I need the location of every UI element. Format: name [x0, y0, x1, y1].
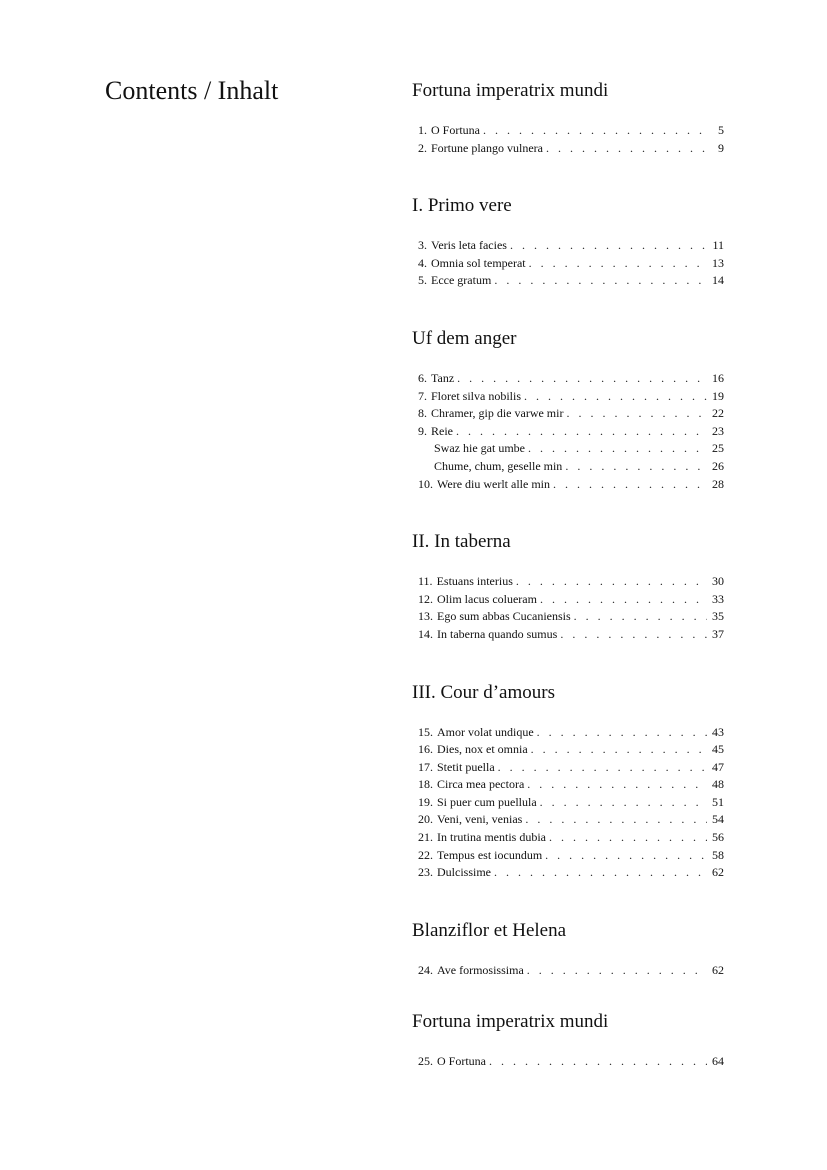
- entry-page-number: 14: [712, 273, 724, 288]
- dot-leader: [527, 962, 707, 980]
- toc-entry[interactable]: [418, 829, 724, 847]
- entry-page-number: 19: [712, 388, 724, 403]
- dot-leader: [527, 776, 707, 794]
- entry-title: Were diu werlt alle min: [437, 476, 550, 491]
- entry-number: 25.: [418, 1054, 433, 1069]
- entry-page-number: 35: [712, 609, 724, 624]
- entry-page-number: 26: [712, 458, 724, 473]
- toc-section: [412, 326, 727, 493]
- dot-leader: [546, 140, 707, 158]
- toc-entry[interactable]: [418, 140, 724, 158]
- toc-section: [412, 1009, 727, 1071]
- entry-title: Floret silva nobilis: [431, 388, 521, 403]
- entry-page-number: 33: [712, 591, 724, 606]
- entry-title: Chramer, gip die varwe mir: [431, 406, 564, 421]
- entry-number: 21.: [418, 830, 433, 845]
- entry-page-number: 28: [712, 476, 724, 491]
- dot-leader: [457, 370, 707, 388]
- toc-entry[interactable]: [418, 573, 724, 591]
- entry-title: Ecce gratum: [431, 273, 492, 288]
- entry-title: Veris leta facies: [431, 238, 507, 253]
- entry-number: 1.: [418, 123, 427, 137]
- entry-number: 6.: [418, 370, 427, 385]
- dot-leader: [528, 440, 707, 458]
- entry-list: [418, 1053, 724, 1071]
- entry-title: O Fortuna: [431, 123, 480, 137]
- toc-entry[interactable]: [418, 272, 724, 290]
- dot-leader: [510, 237, 707, 255]
- section-title: Blanziflor et Helena: [412, 919, 567, 941]
- entry-title: In taberna quando sumus: [437, 626, 558, 641]
- dot-leader: [516, 573, 707, 591]
- toc-entry[interactable]: [418, 741, 724, 759]
- entry-title: Tanz: [431, 370, 455, 385]
- section-title: I. Primo vere: [412, 195, 512, 217]
- dot-leader: [494, 864, 707, 882]
- entry-list: [418, 122, 724, 157]
- table-of-contents: [412, 78, 727, 1071]
- page-title: Contents / Inhalt: [105, 76, 279, 105]
- entry-page-number: 56: [712, 830, 724, 845]
- toc-entry[interactable]: [418, 847, 724, 865]
- entry-page-number: 45: [712, 742, 724, 757]
- entry-page-number: 37: [712, 626, 724, 641]
- entry-page-number: 47: [712, 759, 724, 774]
- entry-number: 7.: [418, 388, 427, 403]
- dot-leader: [574, 608, 707, 626]
- toc-entry[interactable]: [418, 626, 724, 644]
- entry-number: 5.: [418, 273, 427, 288]
- toc-entry[interactable]: [418, 759, 724, 777]
- entry-title: Swaz hie gat umbe: [434, 441, 525, 456]
- entry-number: 16.: [418, 742, 433, 757]
- entry-title: Ave formosissima: [437, 962, 524, 977]
- entry-number: 10.: [418, 476, 433, 491]
- entry-page-number: 11: [712, 238, 724, 253]
- entry-title: Reie: [431, 423, 453, 438]
- entry-page-number: 9: [718, 140, 724, 155]
- entry-page-number: 13: [712, 255, 724, 270]
- toc-entry[interactable]: [418, 458, 724, 476]
- entry-number: 24.: [418, 962, 433, 977]
- entry-number: 19.: [418, 794, 433, 809]
- entry-title: Circa mea pectora: [437, 777, 525, 792]
- entry-title: Estuans interius: [436, 574, 513, 589]
- toc-section: [412, 680, 727, 882]
- entry-page-number: 62: [712, 962, 724, 977]
- entry-title: Fortune plango vulnera: [431, 140, 543, 155]
- dot-leader: [489, 1053, 707, 1071]
- dot-leader: [483, 122, 707, 140]
- entry-number: 2.: [418, 140, 427, 155]
- toc-entry[interactable]: [418, 724, 724, 742]
- entry-number: 23.: [418, 865, 433, 880]
- entry-title: Tempus est iocundum: [437, 847, 543, 862]
- toc-entry[interactable]: [418, 794, 724, 812]
- dot-leader: [540, 591, 707, 609]
- toc-entry[interactable]: [418, 476, 724, 494]
- entry-number: 20.: [418, 812, 433, 827]
- entry-title: Chume, chum, geselle min: [434, 458, 563, 473]
- entry-number: 9.: [418, 423, 427, 438]
- entry-number: 18.: [418, 777, 433, 792]
- dot-leader: [545, 847, 707, 865]
- toc-section: [412, 78, 727, 157]
- entry-title: Dulcissime: [437, 865, 491, 880]
- entry-number: 8.: [418, 406, 427, 421]
- entry-page-number: 58: [712, 847, 724, 862]
- entry-number: 11.: [418, 574, 433, 589]
- entry-page-number: 23: [712, 423, 724, 438]
- toc-entry[interactable]: [418, 1053, 724, 1071]
- entry-list: [418, 962, 724, 980]
- toc-entry[interactable]: [418, 370, 724, 388]
- dot-leader: [553, 476, 707, 494]
- section-title: Fortuna imperatrix mundi: [412, 1011, 609, 1033]
- entry-number: 15.: [418, 724, 433, 739]
- entry-page-number: 22: [712, 406, 724, 421]
- entry-page-number: 64: [712, 1054, 724, 1069]
- toc-entry[interactable]: [418, 962, 724, 980]
- entry-title: Olim lacus colueram: [437, 591, 537, 606]
- section-title: Uf dem anger: [412, 327, 517, 349]
- entry-list: [418, 573, 724, 643]
- entry-page-number: 48: [712, 777, 724, 792]
- entry-number: 17.: [418, 759, 433, 774]
- entry-title: Omnia sol temperat: [431, 255, 526, 270]
- dot-leader: [537, 724, 707, 742]
- dot-leader: [566, 405, 707, 423]
- toc-entry[interactable]: [418, 122, 724, 140]
- toc-entry[interactable]: [418, 440, 724, 458]
- entry-number: 3.: [418, 238, 427, 253]
- dot-leader: [531, 741, 707, 759]
- entry-page-number: 51: [712, 794, 724, 809]
- dot-leader: [560, 626, 707, 644]
- toc-entry[interactable]: [418, 405, 724, 423]
- section-title: Fortuna imperatrix mundi: [412, 80, 609, 101]
- entry-list: [418, 370, 724, 493]
- entry-number: 13.: [418, 609, 433, 624]
- entry-title: Stetit puella: [437, 759, 495, 774]
- section-title: II. In taberna: [412, 531, 511, 553]
- entry-page-number: 30: [712, 574, 724, 589]
- section-title: III. Cour d’amours: [412, 681, 555, 703]
- entry-list: [418, 724, 724, 882]
- toc-entry[interactable]: [418, 591, 724, 609]
- dot-leader: [525, 811, 707, 829]
- entry-number: 22.: [418, 847, 433, 862]
- toc-entry[interactable]: [418, 237, 724, 255]
- dot-leader: [529, 255, 707, 273]
- entry-number: 12.: [418, 591, 433, 606]
- entry-title: Ego sum abbas Cucaniensis: [437, 609, 571, 624]
- entry-title: Si puer cum puellula: [437, 794, 537, 809]
- entry-page-number: 54: [712, 812, 724, 827]
- dot-leader: [498, 759, 707, 777]
- toc-entry[interactable]: [418, 776, 724, 794]
- toc-entry[interactable]: [418, 255, 724, 273]
- entry-title: Veni, veni, venias: [437, 812, 523, 827]
- entry-page-number: 5: [718, 123, 724, 137]
- entry-title: Dies, nox et omnia: [437, 742, 528, 757]
- toc-section: [412, 529, 727, 643]
- dot-leader: [494, 272, 707, 290]
- toc-section: [412, 193, 727, 290]
- entry-title: In trutina mentis dubia: [437, 830, 546, 845]
- toc-entry[interactable]: [418, 811, 724, 829]
- entry-page-number: 16: [712, 370, 724, 385]
- toc-entry[interactable]: [418, 608, 724, 626]
- entry-title: O Fortuna: [437, 1054, 486, 1069]
- entry-number: 14.: [418, 626, 433, 641]
- dot-leader: [456, 423, 707, 441]
- dot-leader: [549, 829, 707, 847]
- dot-leader: [524, 388, 707, 406]
- toc-section: [412, 918, 727, 980]
- toc-entry[interactable]: [418, 423, 724, 441]
- entry-title: Amor volat undique: [437, 724, 534, 739]
- toc-entry[interactable]: [418, 388, 724, 406]
- entry-list: [418, 237, 724, 290]
- entry-page-number: 25: [712, 441, 724, 456]
- entry-page-number: 62: [712, 865, 724, 880]
- toc-entry[interactable]: [418, 864, 724, 882]
- dot-leader: [565, 458, 707, 476]
- entry-number: 4.: [418, 255, 427, 270]
- dot-leader: [540, 794, 707, 812]
- entry-page-number: 43: [712, 724, 724, 739]
